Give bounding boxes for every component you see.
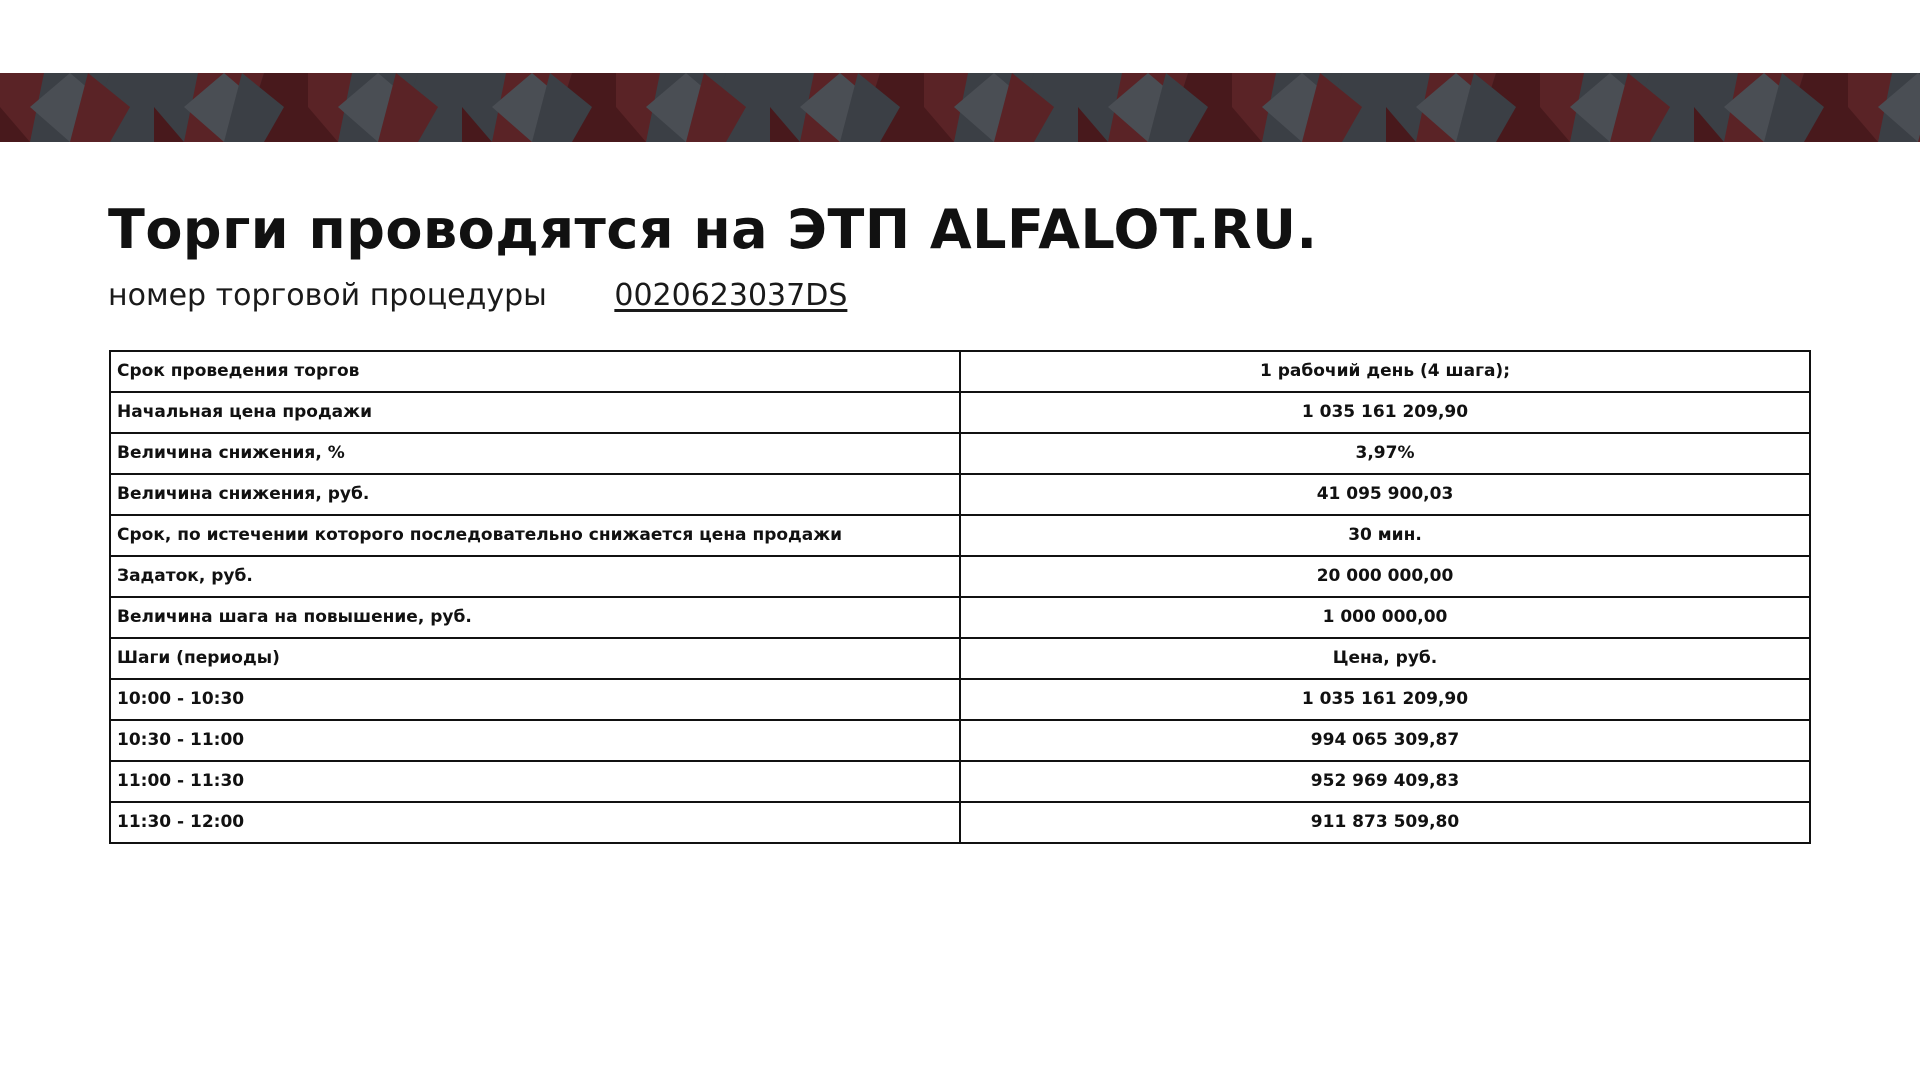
row-value: 3,97%: [960, 433, 1810, 474]
row-label: Срок, по истечении которого последовательно снижается цена продажи: [110, 515, 960, 556]
table-body: [110, 351, 1810, 843]
table-row: [110, 351, 1810, 392]
row-value: 952 969 409,83: [960, 761, 1810, 802]
banner-pattern: [0, 73, 1920, 142]
row-value: 1 035 161 209,90: [960, 679, 1810, 720]
row-value: Цена, руб.: [960, 638, 1810, 679]
table-row: [110, 556, 1810, 597]
row-label: 11:30 - 12:00: [110, 802, 960, 843]
row-value: 30 мин.: [960, 515, 1810, 556]
auction-info-table: [109, 350, 1811, 844]
row-label: 11:00 - 11:30: [110, 761, 960, 802]
row-label: 10:30 - 11:00: [110, 720, 960, 761]
row-value: 911 873 509,80: [960, 802, 1810, 843]
table-row: [110, 679, 1810, 720]
row-value: 1 000 000,00: [960, 597, 1810, 638]
row-label: Величина снижения, руб.: [110, 474, 960, 515]
table-row: [110, 392, 1810, 433]
table-row: [110, 597, 1810, 638]
row-label: 10:00 - 10:30: [110, 679, 960, 720]
row-value: 1 035 161 209,90: [960, 392, 1810, 433]
procedure-line: [108, 276, 847, 316]
row-value: 20 000 000,00: [960, 556, 1810, 597]
table-row: [110, 761, 1810, 802]
decorative-banner: [0, 73, 1920, 142]
table-row: [110, 474, 1810, 515]
row-value: 41 095 900,03: [960, 474, 1810, 515]
table-row: [110, 720, 1810, 761]
procedure-label: номер торговой процедуры: [108, 278, 547, 313]
row-value: 994 065 309,87: [960, 720, 1810, 761]
row-value: 1 рабочий день (4 шага);: [960, 351, 1810, 392]
procedure-number-link[interactable]: 0020623037DS: [614, 278, 848, 313]
table-row: [110, 433, 1810, 474]
page-title: Торги проводятся на ЭТП ALFALOT.RU.: [108, 198, 1318, 261]
table-row: [110, 638, 1810, 679]
row-label: Шаги (периоды): [110, 638, 960, 679]
table-row: [110, 802, 1810, 843]
row-label: Величина снижения, %: [110, 433, 960, 474]
row-label: Величина шага на повышение, руб.: [110, 597, 960, 638]
row-label: Начальная цена продажи: [110, 392, 960, 433]
row-label: Срок проведения торгов: [110, 351, 960, 392]
row-label: Задаток, руб.: [110, 556, 960, 597]
table-row: [110, 515, 1810, 556]
